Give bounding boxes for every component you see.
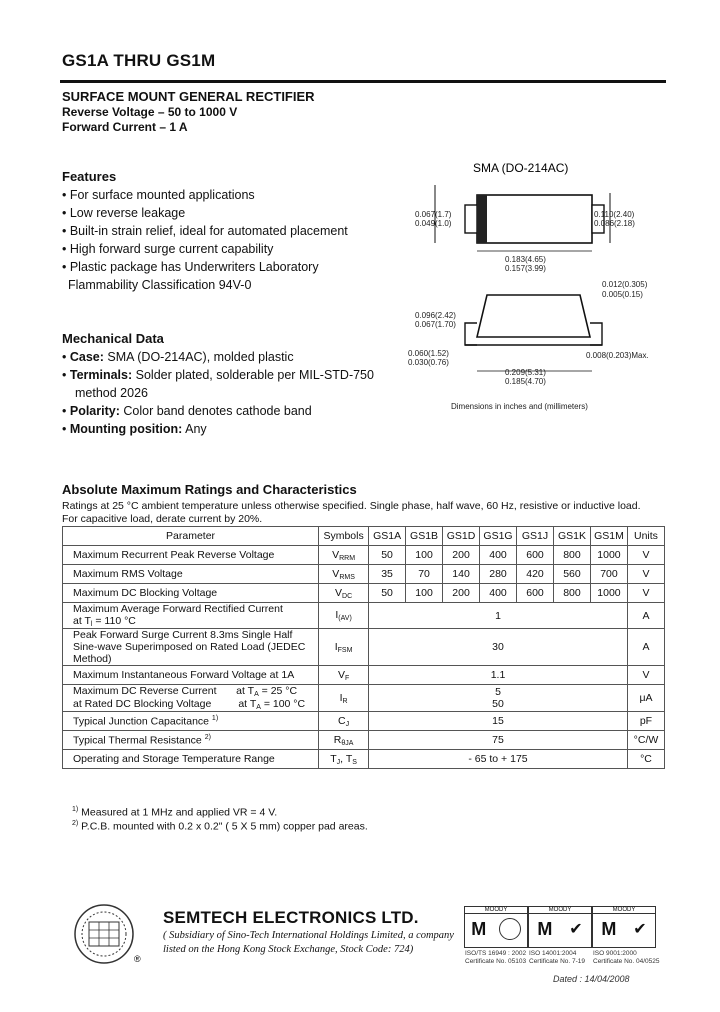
checkmark-seal-icon: ✔ — [569, 921, 583, 938]
cert-caption: Certificate No. 05103 — [465, 958, 527, 965]
reverse-voltage-spec: Reverse Voltage – 50 to 1000 V — [62, 105, 238, 119]
mech-case-label: Case: — [69, 350, 104, 364]
mech-terminals-text: Solder plated, solderable per MIL-STD-750 — [135, 368, 374, 382]
value-cell: 30 — [369, 629, 628, 666]
symbol-cell: $I_R$ — [319, 685, 369, 712]
param-cell: Operating and Storage Temperature Range — [63, 750, 319, 769]
value-cell: 50 — [369, 584, 406, 603]
value-cell: 600 — [517, 584, 554, 603]
symbol-cell: $V_{RRM}$ — [319, 546, 369, 565]
title-rule — [60, 80, 666, 83]
value-cell: 15 — [369, 712, 628, 731]
company-subsidiary-note: ( Subsidiary of Sino-Tech International Holdings Limited, a company — [163, 930, 454, 941]
dim-label: 0.185(4.70) — [505, 377, 546, 386]
footnote-1: $^{1)}$ Measured at 1 MHz and applied VR = 4 V. — [72, 806, 278, 819]
value-cell: 100 — [406, 584, 443, 603]
column-header: Units — [627, 527, 664, 546]
mech-mounting: • Mounting position: Any — [62, 422, 207, 436]
value-cell: 400 — [480, 546, 517, 565]
unit-cell: A — [627, 629, 664, 666]
table-row — [63, 712, 665, 731]
column-header: GS1M — [590, 527, 627, 546]
table-row — [63, 750, 665, 769]
value-cell: 1 — [369, 603, 628, 629]
dim-label: 0.005(0.15) — [602, 290, 643, 299]
zert-seal-icon — [499, 918, 521, 940]
value-cell: 600 — [517, 546, 554, 565]
side-view-lead-right — [590, 323, 602, 345]
column-header: GS1B — [406, 527, 443, 546]
mech-mounting-label: Mounting position: — [69, 422, 183, 436]
value-cell: 1000 — [590, 584, 627, 603]
value-cell: 200 — [443, 584, 480, 603]
mech-terminals-label: Terminals: — [69, 368, 133, 382]
param-cell: Maximum Instantaneous Forward Voltage at 1A — [63, 666, 319, 685]
feature-item: Flammability Classification 94V-0 — [68, 278, 252, 292]
unit-cell: V — [627, 565, 664, 584]
param-cell: Maximum Recurrent Peak Reverse Voltage — [63, 546, 319, 565]
param-cell: Typical Thermal Resistance $^{2)}$ — [63, 731, 319, 750]
mechanical-heading: Mechanical Data — [62, 331, 164, 346]
dim-label: 0.067(1.70) — [415, 320, 456, 329]
value-cell: 140 — [443, 565, 480, 584]
dim-label: 0.086(2.18) — [594, 219, 635, 228]
value-cell: 100 — [406, 546, 443, 565]
moody-m-icon: M — [537, 918, 553, 939]
dim-label: 0.183(4.65) — [505, 255, 546, 264]
table-row — [63, 603, 665, 629]
features-heading: Features — [62, 169, 117, 184]
ratings-table — [62, 526, 665, 769]
cert-caption: ISO 14001:2004 — [529, 950, 577, 957]
symbol-cell: $V_{DC}$ — [319, 584, 369, 603]
company-subsidiary-note: listed on the Hong Kong Stock Exchange, Stock Code: 724) — [163, 944, 414, 955]
side-view-body — [477, 295, 590, 337]
feature-item: • Built-in strain relief, ideal for automated placement — [62, 224, 348, 238]
cathode-band — [477, 195, 487, 243]
dim-label: 0.067(1.7) — [415, 210, 452, 219]
dim-label: 0.096(2.42) — [415, 311, 456, 320]
mech-terminals: • Terminals: Solder plated, solderable per MIL-STD-750 — [62, 368, 374, 382]
forward-current-spec: Forward Current – 1 A — [62, 120, 188, 134]
value-cell: 35 — [369, 565, 406, 584]
table-row — [63, 685, 665, 712]
symbol-cell: $I_{FSM}$ — [319, 629, 369, 666]
unit-cell: μA — [627, 685, 664, 712]
unit-cell: V — [627, 584, 664, 603]
cert-badge-iso-ts: MOODY M — [464, 906, 528, 948]
column-header: Parameter — [63, 527, 319, 546]
ratings-heading: Absolute Maximum Ratings and Characteristics — [62, 482, 357, 497]
dim-label: 0.008(0.203)Max. — [586, 351, 649, 360]
mech-terminals-text2: method 2026 — [75, 386, 148, 400]
dim-label: 0.060(1.52) — [408, 349, 449, 358]
ratings-note: For capacitive load, derate current by 20%. — [62, 513, 263, 525]
moody-m-icon: M — [601, 918, 617, 939]
param-cell: Maximum DC Reverse Current at $T_A = 25$ °C at Rated DC Blocking Voltage at $T_A = 100$ °C — [63, 685, 319, 712]
value-cell: 560 — [553, 565, 590, 584]
value-cell: 75 — [369, 731, 628, 750]
diagram-caption: Dimensions in inches and (millimeters) — [451, 402, 588, 411]
top-view-body — [477, 195, 592, 243]
mech-polarity-label: Polarity: — [69, 404, 120, 418]
column-header: GS1K — [553, 527, 590, 546]
mech-mounting-text: Any — [185, 422, 207, 436]
value-cell: 800 — [553, 584, 590, 603]
dim-label: 0.012(0.305) — [602, 280, 648, 289]
dim-label: 0.030(0.76) — [408, 358, 449, 367]
column-header: Symbols — [319, 527, 369, 546]
cert-caption: Certificate No. 7-19 — [529, 958, 585, 965]
column-header: GS1A — [369, 527, 406, 546]
table-header-row — [63, 527, 665, 546]
dim-label: 0.110(2.40) — [594, 210, 635, 219]
feature-item: • Plastic package has Underwriters Laboratory — [62, 260, 319, 274]
unit-cell: V — [627, 546, 664, 565]
mech-polarity: • Polarity: Color band denotes cathode band — [62, 404, 312, 418]
dim-label: 0.209(5.31) — [505, 368, 546, 377]
feature-item: • Low reverse leakage — [62, 206, 186, 220]
mech-case: • Case: SMA (DO-214AC), molded plastic — [62, 350, 294, 364]
table-row — [63, 666, 665, 685]
symbol-cell: $V_F$ — [319, 666, 369, 685]
dim-label: 0.157(3.99) — [505, 264, 546, 273]
unit-cell: pF — [627, 712, 664, 731]
top-view-lead-left — [465, 205, 477, 233]
column-header: GS1G — [480, 527, 517, 546]
dated-label: Dated : 14/04/2008 — [553, 974, 630, 984]
checkmark-seal-icon: ✔ — [633, 921, 647, 938]
symbol-cell: $I_{(AV)}$ — [319, 603, 369, 629]
value-cell: 70 — [406, 565, 443, 584]
unit-cell: °C/W — [627, 731, 664, 750]
table-row — [63, 565, 665, 584]
value-cell: 280 — [480, 565, 517, 584]
value-cell: - 65 to + 175 — [369, 750, 628, 769]
value-cell: 420 — [517, 565, 554, 584]
value-cell: 1000 — [590, 546, 627, 565]
symbol-cell: $V_{RMS}$ — [319, 565, 369, 584]
registered-mark: ® — [134, 954, 141, 964]
value-cell: 700 — [590, 565, 627, 584]
cert-caption: ISO 9001:2000 — [593, 950, 637, 957]
value-cell: 400 — [480, 584, 517, 603]
company-name: SEMTECH ELECTRONICS LTD. — [163, 908, 419, 927]
param-cell: Maximum RMS Voltage — [63, 565, 319, 584]
table-row — [63, 731, 665, 750]
package-diagram — [405, 155, 660, 415]
cert-badge-iso-14001: MOODY M ✔ — [528, 906, 592, 948]
dim-label: 0.049(1.0) — [415, 219, 452, 228]
semtech-logo-icon — [72, 902, 147, 970]
footnote-2: $^{2)}$ P.C.B. mounted with 0.2 x 0.2" ( 5 X 5 mm) copper pad areas. — [72, 820, 368, 833]
package-name: SMA (DO-214AC) — [473, 161, 569, 175]
cert-caption: ISO/TS 16949 : 2002 — [465, 950, 527, 957]
value-cell: 5 50 — [369, 685, 628, 712]
column-header: GS1J — [517, 527, 554, 546]
mech-case-text: SMA (DO-214AC), molded plastic — [107, 350, 294, 364]
feature-item: • For surface mounted applications — [62, 188, 255, 202]
table-row — [63, 546, 665, 565]
param-cell: Typical Junction Capacitance $^{1)}$ — [63, 712, 319, 731]
mech-polarity-text: Color band denotes cathode band — [123, 404, 312, 418]
ratings-note: Ratings at 25 °C ambient temperature unless otherwise specified. Single phase, half wave, 60 Hz, resistive or inductive load. — [62, 500, 641, 512]
page-title: GS1A THRU GS1M — [62, 51, 216, 70]
unit-cell: A — [627, 603, 664, 629]
moody-m-icon: M — [471, 918, 487, 939]
symbol-cell: $C_J$ — [319, 712, 369, 731]
table-row — [63, 629, 665, 666]
unit-cell: °C — [627, 750, 664, 769]
value-cell: 800 — [553, 546, 590, 565]
value-cell: 200 — [443, 546, 480, 565]
param-cell: Maximum Average Forward Rectified Current at $T_l = 110$ °C — [63, 603, 319, 629]
subtitle: SURFACE MOUNT GENERAL RECTIFIER — [62, 89, 315, 104]
feature-item: • High forward surge current capability — [62, 242, 274, 256]
value-cell: 50 — [369, 546, 406, 565]
unit-cell: V — [627, 666, 664, 685]
symbol-cell: $T_J$, $T_S$ — [319, 750, 369, 769]
cert-caption: Certificate No. 04/0525 — [593, 958, 660, 965]
value-cell: 1.1 — [369, 666, 628, 685]
symbol-cell: $R_{\theta JA}$ — [319, 731, 369, 750]
column-header: GS1D — [443, 527, 480, 546]
param-cell: Maximum DC Blocking Voltage — [63, 584, 319, 603]
side-view-lead-left — [465, 323, 477, 345]
cert-badge-iso-9001: MOODY M ✔ — [592, 906, 656, 948]
table-row — [63, 584, 665, 603]
param-cell: Peak Forward Surge Current 8.3ms Single Half Sine-wave Superimposed on Rated Load (JEDEC Method) — [63, 629, 319, 666]
